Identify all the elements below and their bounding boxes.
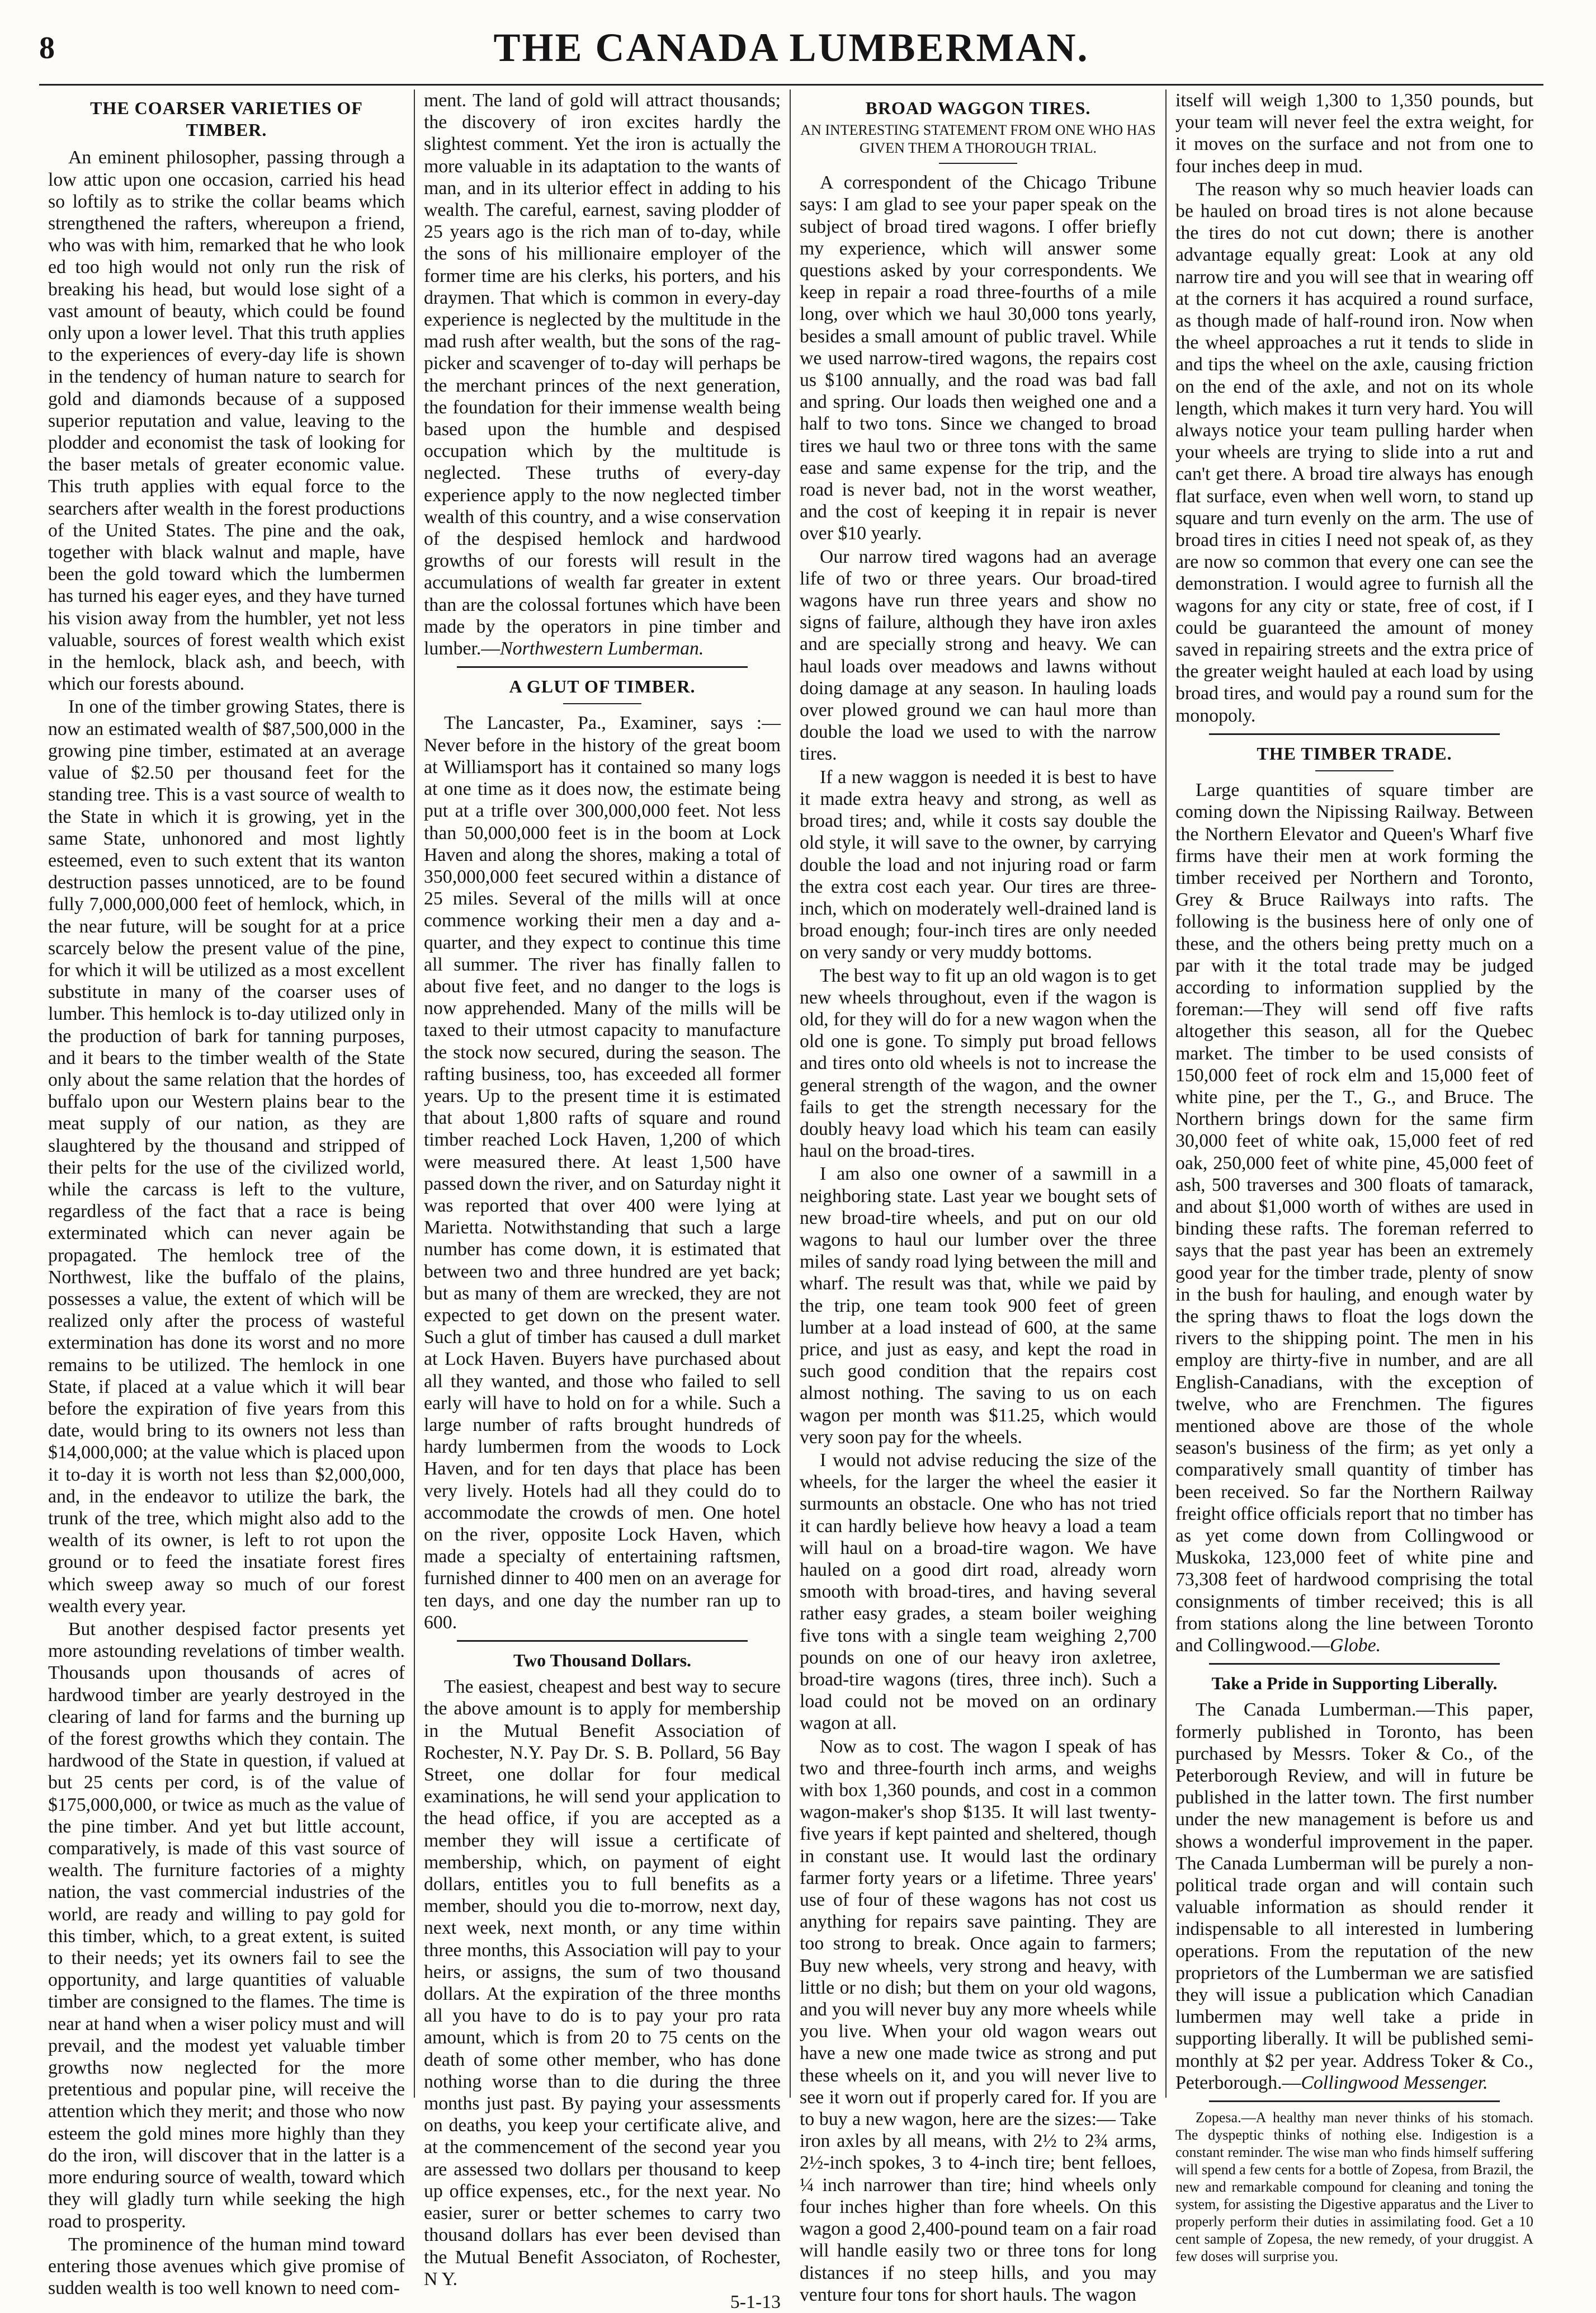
advertisement-notice: Zopesa.—A healthy man never thinks of his stomach. The dyspeptic thinks of nothing else. Indigestion is a constant reminder. The wise man who finds himself suffering will spend a few cents for a bottle of Zopesa, from Brazil, the new and remarkable compound for cleaning and toning the system, for assisting the Digestive apparatus and the Liver to properly perform their duties in assimilating food. Get a 10 cent sample of Zopesa, the new remedy, of your druggist. A few doses will surprise you.	[1175, 2109, 1533, 2265]
paragraph-text: ment. The land of gold will attract thousands; the discovery of iron excites hardly the slightest comment. Yet the iron is actually the more valuable in its adaptation to the wants of man, and in its ulterior effect in adding to his wealth. The careful, earnest, saving plodder of 25 years ago is the rich man of to-day, while the sons of his millionaire employer of the former time are his clerks, his porters, and his draymen. That which is common in every-day experience is neglected by the multitude in the mad rush after wealth, but the sons of the rag-picker and scavenger of to-day will perhaps be the merchant princes of the next generation, the foundation for their immense wealth being based upon the humble and despised occupation which by the multitude is neglected. These truths of every-day experience apply to the now neglected timber wealth of this country, and a wise conservation of the despised hemlock and hardwood growths of our forests will result in the accumulations of wealth far greater in extent than are the colossal fortunes which have been made by the operators in pine timber and lumber.—	[424, 90, 781, 659]
heading-rule	[1315, 770, 1394, 771]
article-heading: THE TIMBER TRADE.	[1257, 743, 1452, 764]
section-divider	[1209, 2100, 1500, 2102]
masthead	[39, 22, 1543, 86]
article-heading: BROAD WAGGON TIRES.	[865, 98, 1091, 118]
column-4	[1167, 89, 1542, 2265]
article-paragraph: The reason why so much heavier loads can be hauled on broad tires is not alone because the tires do not cut down; there is another advantage equally great: Look at any old narrow tire and you will see that in wearing off at the corners it has acquired a round surface, as though made of half-round iron. Now when the wheel approaches a rut it tends to slide in and tips the wheel on the axle, causing friction on the end of the axle, and not on its whole length, which makes it turn very hard. You will always notice your team pulling harder when your wheels are trying to slide into a rut and can't get there. A broad tire always has enough flat surface, even when well worn, to stand up square and turn evenly on the arm. The use of broad tires in cities I need not speak of, as they are now so common that every one can see the demonstration. I would agree to furnish all the wagons for any city or state, free of cost, if I could be guaranteed the amount of money saved in repairing streets and the extra price of the greater weight hauled at each load by using broad tires, and would pay a round sum for the monopoly.	[1175, 178, 1533, 726]
article-paragraph	[424, 89, 781, 659]
section-divider	[457, 1640, 748, 1642]
section-divider	[1209, 1663, 1500, 1665]
article-source: Northwestern Lumberman.	[500, 638, 704, 659]
article-paragraph: I would not advise reducing the size of the wheels, for the larger the wheel the easier it surmounts an obstacle. One who has not tried it can hardly believe how heavy a load a team will haul on a broad-tire wagon. We have hauled on a good dirt road, already worn smooth with broad-tires, and having several rather easy grades, a steam boiler weighing five tons with a single team weighing 2,700 pounds on one of our heavy iron axletree, broad-tire wagons (tires, three inch). Such a load could not be moved on an ordinary wagon at all.	[800, 1449, 1156, 1734]
article-paragraph	[1175, 1699, 1533, 2094]
article-paragraph: The Lancaster, Pa., Examiner, says :—Never before in the history of the great boom at Williamsport has it contained so many logs at one time as it does now, the estimate being put at a trifle over 300,000,000 feet. Not less than 50,000,000 feet is in the boom at Lock Haven and along the shores, making a total of 350,000,000 feet secured within a distance of 25 miles. Several of the mills will at once commence working their men a day and a-quarter, and they expect to continue this time all summer. The river has finally fallen to about five feet, and no danger to the logs is now apprehended. Many of the mills will be taxed to their utmost capacity to manufacture the stock now secured, during the season. The rafting business, too, has exceeded all former years. Up to the present time it is estimated that about 1,800 rafts of square and round timber reached Lock Haven, 1,200 of which were measured there. At least 1,500 have passed down the river, and on Saturday night it was reported that over 400 were lying at Marietta. Notwithstanding that such a large number has come down, it is estimated that between two and three hundred are yet back; but as many of them are wrecked, they are not expected to get down on the present water. Such a glut of timber has caused a dull market at Lock Haven. Buyers have purchased about all they wanted, and those who failed to sell early will have to hold on for a while. Such a large number of rafts brought hundreds of hardy lumbermen from the woods to Lock Haven, and for ten days that place has been very lively. Hotels had all they could do to accommodate the crowds of men. One hotel on the river, opposite Lock Haven, which made a specialty of entertaining raftsmen, furnished dinner to 400 men on an average for ten days, and one day the number ran up to 600.	[424, 713, 781, 1633]
paragraph-text: The Canada Lumberman.—This paper, formerly published in Toronto, has been purchased by Messrs. Toker & Co., of the Peterborough Review, and will in future be published in the latter town. The first number under the new management is before us and shows a wonderful improvement in the paper. The Canada Lumberman will be purely a non-political trade organ and will contain such valuable information as should render it indispensable to all interested in lumbering operations. From the reputation of the new proprietors of the Lumberman we are satisfied they will issue a publication which Canadian lumbermen may well take a pride in supporting liberally. It will be published semi-monthly at $2 per year. Address Toker & Co., Peterborough.—	[1175, 1699, 1533, 2093]
page-number: 8	[39, 31, 55, 65]
article-subheading: AN INTERESTING STATEMENT FROM ONE WHO HAS GIVEN THEM A THOROUGH TRIAL.	[800, 122, 1156, 157]
article-paragraph: itself will weigh 1,300 to 1,350 pounds, but your team will never feel the extra weight, for it moves on the surface and not from one to four inches deep in mud.	[1175, 90, 1533, 177]
article-paragraph	[1175, 779, 1533, 1656]
advert-code: 5-1-13	[730, 2291, 781, 2312]
article-paragraph: The prominence of the human mind toward entering those avenues which give promise of sudden wealth is too well known to need com-	[48, 2234, 405, 2299]
article-heading: A GLUT OF TIMBER.	[509, 676, 696, 697]
article-columns	[39, 89, 1543, 2312]
article-paragraph: I am also one owner of a sawmill in a neighboring state. Last year we bought sets of new broad-tire wheels, and put on our old wagons to haul our lumber over the three miles of sandy road lying between the mill and wharf. The result was that, while we paid by the trip, one team took 900 feet of green lumber at a load instead of 600, at the same price, and just as easy, and kept the road in such good condition that the repairs cost almost nothing. The saving to us on each wagon per month was $11.25, which would very soon pay for the wheels.	[800, 1163, 1156, 1448]
article-source: Globe.	[1330, 1635, 1381, 1656]
article-paragraph: In one of the timber growing States, there is now an estimated wealth of $87,500,000 in the growing pine timber, estimated at an average value of $2.50 per thousand feet for the standing tree. This is a vast source of wealth to the State in which it is growing, yet in the same State, unhonored and most lightly esteemed, even to such extent that its wanton destruction passes unnoticed, are to be found fully 7,000,000,000 feet of hemlock, which, in the near future, will be sought for at a price scarcely below the present value of the pine, for which it will be utilized as a most excellent substitute in many of the coarser uses of lumber. This hemlock is to-day utilized only in the production of bark for tanning purposes, and it bears to the timber wealth of the State only about the same relation that the hordes of buffalo upon our Western plains bear to the meat supply of our nation, as they are slaughtered by the thousand and stripped of their pelts for the use of the civilized world, while the carcass is left to the vulture, regardless of the fact that a race is being exterminated which can never again be propagated. The hemlock tree of the Northwest, like the buffalo of the plains, possesses a value, the extent of which will be realized only after the process of wasteful extermination has done its worst and no more remains to be utilized. The hemlock in one State, if placed at a value which it will bear before the expiration of five years from this date, would bring to its owners not less than $14,000,000; at the value which is placed upon it to-day it is worth not less than $2,000,000, and, in the endeavor to utilize the bark, the trunk of the tree, which might also add to the wealth of its owner, is left to rot upon the ground or to feed the insatiate forest fires which sweep away so much of our forest wealth every year.	[48, 696, 405, 1617]
section-divider	[1209, 733, 1500, 735]
article-paragraph: If a new waggon is needed it is best to have it made extra heavy and strong, as well as broad tires; and, while it costs say double the old style, it will save to the owner, by carrying double the load and not injuring road or farm the extra cost each year. Our tires are three-inch, which on moderately well-drained land is broad enough; four-inch tires are only needed on very sandy or very muddy bottoms.	[800, 766, 1156, 963]
article-paragraph: The best way to fit up an old wagon is to get new wheels throughout, even if the wagon is old, for they will do for a new wagon when the old one is gone. To simply put broad fellows and tires onto old wheels is not to increase the general strength of the wagon, and the owner fails to get the strength necessary for the doubly heavy load which his team can easily haul on the broad-tires.	[800, 965, 1156, 1162]
article-paragraph: Now as to cost. The wagon I speak of has two and three-fourth inch arms, and weighs with box 1,360 pounds, and cost in a common wagon-maker's shop $135. It will last twenty-five years if kept painted and sheltered, though in constant use. It would last the ordinary farmer forty years or a lifetime. Three years' use of four of these wagons has not cost us anything for repairs save painting. They are too strong to break. Once again to farmers; Buy new wheels, very strong and heavy, with little or no dish; but them on your old wagons, and you will never buy any more wheels while you live. When your old wagon wears out have a new one made twice as strong and put these wheels on it, and you will never live to see it worn out if properly cared for. If you are to buy a new wagon, here are the sizes:— Take iron axles by all means, with 2½ to 2¾ arms, 2½-inch spokes, 3 to 4-inch tire; bent felloes, ¼ inch narrower than tire; hind wheels only four inches higher than fore wheels. On this wagon a good 2,400-pound team on a fair road will handle easily two or three tons for long distances if no steep hills, and you may venture four tons for short hauls. The wagon	[800, 1736, 1156, 2305]
article-heading: THE COARSER VARIETIES OF TIMBER.	[90, 98, 363, 140]
column-3	[791, 89, 1167, 2305]
article-paragraph: But another despised factor presents yet more astounding revelations of timber wealth. Thousands upon thousands of acres of hardwood timber are yearly destroyed in the clearing of land for farms and the burning up of the forest growths which they contain. The hardwood of the State in question, if valued at but 25 cents per cord, is of the value of $175,000,000, or twice as much as the value of the pine timber. And yet but little account, comparatively, is made of this vast source of wealth. The furniture factories of a mighty nation, the vast commercial industries of the world, are ready and willing to pay gold for this timber, which, to a great extent, is suited to their needs; yet its owners fail to see the opportunity, and large quantities of valuable timber are consigned to the flames. The time is near at hand when a wiser policy must and will prevail, and the modest yet valuable timber growths now neglected for the more pretentious and popular pine, will receive the attention which they merit; and those who now esteem the gold mines more highly than they do the iron, will discover that in the latter is a more enduring source of wealth, toward which they will gladly turn while seeking the high road to prosperity.	[48, 1619, 405, 2232]
article-paragraph: An eminent philosopher, passing through a low attic upon one occasion, carried his head so loftily as to strike the collar beams which strengthened the rafters, whereupon a friend, who was with him, remarked that he who look ed too high would not only run the risk of breaking his head, but would lose sight of a vast amount of beauty, which could be found only upon a lower level. That this truth applies to the experiences of every-day life is shown in the tendency of human nature to search for gold and diamonds because of a supposed superior reputation and value, leaving to the plodder and economist the task of looking for the baser metals of greater economic value. This truth applies with equal force to the searchers after wealth in the forest productions of the United States. The pine and the oak, together with black walnut and maple, have been the gold toward which the lumbermen has turned his eager eyes, and they have turned his vision away from the humbler, yet not less valuable, sources of forest wealth which exist in the hemlock, black ash, and beech, with which our forests abound.	[48, 147, 405, 695]
column-2	[415, 89, 791, 2312]
article-paragraph: A correspondent of the Chicago Tribune says: I am glad to see your paper speak on the subject of broad tired wagons. I offer briefly my experience, which will answer some questions asked by your correspondents. We keep in repair a road three-fourths of a mile long, over which we haul 30,000 tons yearly, besides a small amount of public travel. While we used narrow-tired wagons, the repairs cost us $100 annually, and the road was bad fall and spring. Our loads then weighed one and a half to two tons. Since we changed to broad tires we haul two or three tons with the same ease and same expense for the trip, and the road is never bad, not in the worst weather, and the cost of keeping it in repair is never over $10 yearly.	[800, 172, 1156, 544]
newspaper-title: THE CANADA LUMBERMAN.	[493, 25, 1089, 70]
section-divider	[457, 666, 748, 668]
heading-rule	[939, 163, 1017, 164]
article-source: Collingwood Messenger.	[1301, 2072, 1488, 2093]
column-1	[39, 89, 415, 2299]
article-heading: Take a Pride in Supporting Liberally.	[1211, 1673, 1498, 1694]
article-paragraph: Our narrow tired wagons had an average life of two or three years. Our broad-tired wagons have run three years and show no signs of failure, although they have iron axles and are specially strong and heavy. We can haul loads over meadows and lawns without doing damage at any season. In hauling loads over plowed ground we can haul more than double the load we used to with the narrow tires.	[800, 546, 1156, 765]
paragraph-text: Large quantities of square timber are coming down the Nipissing Railway. Between the Northern Elevator and Queen's Wharf five firms have their men at work forming the timber received per Northern and Toronto, Grey & Bruce Railways into rafts. The following is the business here of only one of these, and the others being pretty much on a par with it the total trade may be judged according to information supplied by the foreman:—They will send off five rafts altogether this season, all for the Quebec market. The timber to be used consists of 150,000 feet of rock elm and 15,000 feet of white pine, per the T., G., and Bruce. The Northern brings down for the same firm 30,000 feet of white oak, 15,000 feet of red oak, 250,000 feet of white pine, 45,000 feet of ash, 500 traverses and 300 floats of tamarack, and about $1,000 worth of withes are used in binding these rafts. The foreman referred to says that the past year has been an extremely good year for the timber trade, plenty of snow in the bush for hauling, and enough water by the spring thaws to float the logs down the rivers to the shipping point. The men in his employ are thirty-five in number, and are all English-Canadians, with the exception of twelve, who are Frenchmen. The figures mentioned above are those of the whole season's business of the firm; as yet only a comparatively small quantity of timber has been received. So far the Northern Railway freight office officials report that no timber has as yet come down from Collingwood or Muskoka, 123,000 feet of white pine and 73,308 feet of hardwood comprising the total consignments of timber received; this is all from stations along the line between Toronto and Collingwood.—	[1175, 780, 1533, 1656]
heading-rule	[563, 703, 641, 704]
article-paragraph: The easiest, cheapest and best way to secure the above amount is to apply for membership in the Mutual Benefit Association of Rochester, N.Y. Pay Dr. S. B. Pollard, 56 Bay Street, one dollar for four medical examinations, he will send your application to the head office, if you are accepted as a member they will issue a certificate of membership, which, on payment of eight dollars, entitles you to full benefits as a member, should you die to-morrow, next day, next week, next month, or any time within three months, this Association will pay to your heirs, or assigns, the sum of two thousand dollars. At the expiration of the three months all you have to do is to pay your pro rata amount, which is from 20 to 75 cents on the death of some other member, who has done nothing worse than to die during the three months just past. By paying your assessments on deaths, you keep your certificate alive, and at the commencement of the second year you are assessed two dollars per thousand to keep up office expenses, etc., for the next year. No easier, surer or better schemes to carry two thousand dollars has ever been devised than the Mutual Benefit Associaton, of Rochester, N Y.	[424, 1676, 781, 2290]
article-heading: Two Thousand Dollars.	[513, 1650, 692, 1671]
